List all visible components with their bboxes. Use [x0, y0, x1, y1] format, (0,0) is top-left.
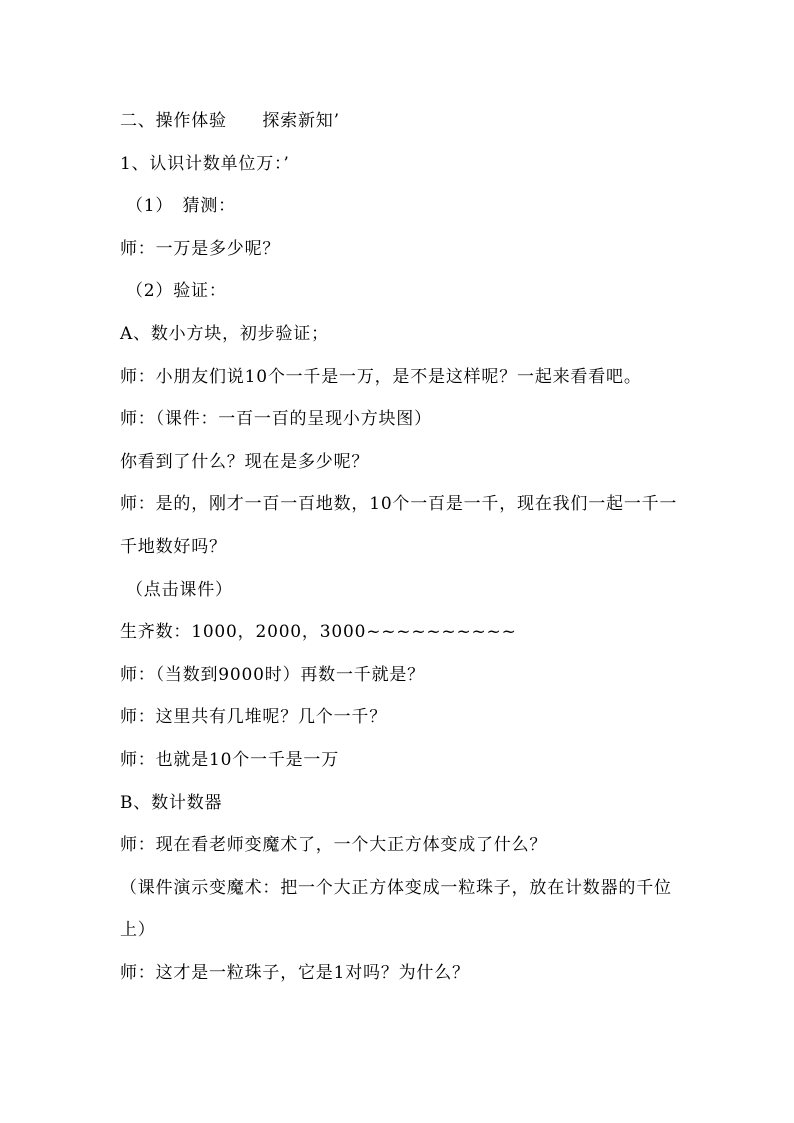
subsection-heading: 1、认识计数单位万：’: [120, 153, 290, 174]
teacher-line: 师：小朋友们说10个一千是一万，是不是这样呢？一起来看看吧。: [120, 366, 642, 387]
teacher-line: 师：这才是一粒珠子，它是1对吗？为什么？: [120, 962, 470, 983]
teacher-line: 师：现在看老师变魔术了，一个大正方体变成了什么？: [120, 835, 548, 856]
step-verify: （2）验证：: [126, 281, 227, 302]
question-line: 你看到了什么？现在是多少呢？: [120, 451, 370, 472]
section-heading: 二、操作体验 探索新知’: [120, 111, 340, 131]
teacher-line: 师：也就是10个一千是一万: [120, 749, 340, 770]
teacher-line: 师：一万是多少呢？: [120, 238, 281, 259]
teacher-line: 师：这里共有几堆呢？几个一千？: [120, 707, 387, 728]
part-a-heading: A、数小方块，初步验证；: [120, 323, 329, 344]
part-b-heading: B、数计数器: [120, 792, 223, 813]
courseware-note: （课件演示变魔术：把一个大正方体变成一粒珠子，放在计数器的千位上）: [120, 877, 672, 941]
teacher-line: 师：是的，刚才一百一百地数，10个一百是一千，现在我们一起一千一千地数好吗？: [120, 494, 678, 557]
step-guess: （1） 猜测：: [126, 196, 236, 217]
teacher-line: 师：（当数到9000时）再数一千就是？: [120, 664, 425, 685]
teacher-line: 师：（课件：一百一百的呈现小方块图）: [120, 409, 432, 430]
students-line: 生齐数：1000，2000，3000~~~~~~~~~~: [120, 622, 517, 643]
click-note: （点击课件）: [126, 579, 233, 600]
document-body: [120, 100, 680, 994]
